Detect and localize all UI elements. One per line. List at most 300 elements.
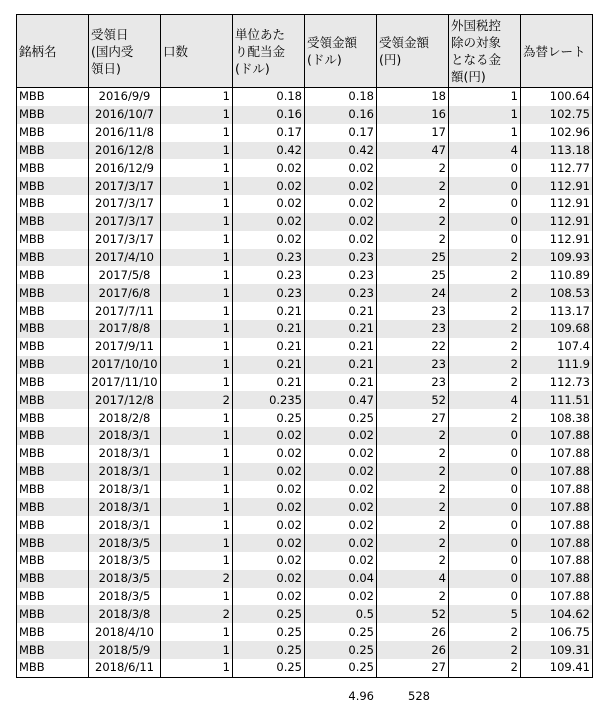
cell-dividend-per-unit: 0.02: [233, 498, 305, 516]
cell-dividend-per-unit: 0.21: [233, 374, 305, 392]
cell-units: 1: [161, 284, 233, 302]
cell-foreign-tax-credit: 4: [449, 142, 521, 160]
table-row: [17, 605, 593, 623]
cell-amount-usd: 0.21: [305, 374, 377, 392]
cell-foreign-tax-credit: 0: [449, 481, 521, 499]
cell-dividend-per-unit: 0.02: [233, 213, 305, 231]
cell-received-date: 2017/11/10: [89, 374, 161, 392]
cell-amount-jpy: 2: [377, 552, 449, 570]
cell-stock-name: MBB: [17, 552, 89, 570]
cell-dividend-per-unit: 0.02: [233, 177, 305, 195]
cell-amount-usd: 0.25: [305, 409, 377, 427]
cell-foreign-tax-credit: 2: [449, 284, 521, 302]
cell-exchange-rate: 102.96: [521, 124, 593, 142]
cell-amount-usd: 0.42: [305, 142, 377, 160]
cell-dividend-per-unit: 0.02: [233, 427, 305, 445]
table-row: [17, 106, 593, 124]
table-row: [17, 623, 593, 641]
cell-units: 1: [161, 463, 233, 481]
cell-foreign-tax-credit: 2: [449, 249, 521, 267]
cell-units: 1: [161, 159, 233, 177]
cell-stock-name: MBB: [17, 284, 89, 302]
cell-exchange-rate: 109.68: [521, 320, 593, 338]
cell-stock-name: MBB: [17, 195, 89, 213]
table-row: [17, 320, 593, 338]
cell-received-date: 2017/3/17: [89, 231, 161, 249]
cell-foreign-tax-credit: 2: [449, 659, 521, 677]
cell-amount-jpy: 23: [377, 374, 449, 392]
cell-received-date: 2018/3/5: [89, 570, 161, 588]
cell-stock-name: MBB: [17, 391, 89, 409]
cell-received-date: 2017/6/8: [89, 284, 161, 302]
cell-received-date: 2016/12/9: [89, 159, 161, 177]
cell-exchange-rate: 112.91: [521, 231, 593, 249]
total-amount-usd: 4.96: [348, 689, 374, 703]
cell-dividend-per-unit: 0.18: [233, 88, 305, 106]
table-row: [17, 570, 593, 588]
cell-amount-jpy: 27: [377, 659, 449, 677]
cell-dividend-per-unit: 0.21: [233, 356, 305, 374]
cell-amount-jpy: 2: [377, 195, 449, 213]
header-amount-jpy: 受領金額 (円): [377, 15, 449, 88]
cell-dividend-per-unit: 0.23: [233, 249, 305, 267]
cell-exchange-rate: 111.51: [521, 391, 593, 409]
cell-dividend-per-unit: 0.25: [233, 605, 305, 623]
cell-units: 1: [161, 588, 233, 606]
cell-units: 1: [161, 409, 233, 427]
table-row: [17, 213, 593, 231]
table-row: [17, 249, 593, 267]
cell-amount-usd: 0.23: [305, 284, 377, 302]
cell-stock-name: MBB: [17, 588, 89, 606]
cell-stock-name: MBB: [17, 605, 89, 623]
cell-stock-name: MBB: [17, 659, 89, 677]
table-row: [17, 552, 593, 570]
table-row: [17, 463, 593, 481]
cell-units: 2: [161, 570, 233, 588]
table-row: [17, 534, 593, 552]
cell-stock-name: MBB: [17, 88, 89, 106]
cell-received-date: 2017/12/8: [89, 391, 161, 409]
cell-stock-name: MBB: [17, 374, 89, 392]
cell-stock-name: MBB: [17, 124, 89, 142]
cell-dividend-per-unit: 0.25: [233, 641, 305, 659]
cell-amount-usd: 0.18: [305, 88, 377, 106]
cell-units: 1: [161, 338, 233, 356]
cell-units: 1: [161, 320, 233, 338]
table-row: [17, 284, 593, 302]
cell-stock-name: MBB: [17, 213, 89, 231]
cell-stock-name: MBB: [17, 320, 89, 338]
cell-amount-jpy: 2: [377, 534, 449, 552]
cell-exchange-rate: 111.9: [521, 356, 593, 374]
total-amount-jpy: 528: [408, 689, 430, 703]
cell-foreign-tax-credit: 0: [449, 231, 521, 249]
cell-stock-name: MBB: [17, 159, 89, 177]
cell-amount-jpy: 22: [377, 338, 449, 356]
header-exchange-rate: 為替レート: [521, 15, 593, 88]
cell-exchange-rate: 108.38: [521, 409, 593, 427]
cell-dividend-per-unit: 0.02: [233, 534, 305, 552]
cell-dividend-per-unit: 0.16: [233, 106, 305, 124]
cell-exchange-rate: 109.93: [521, 249, 593, 267]
cell-foreign-tax-credit: 2: [449, 374, 521, 392]
cell-received-date: 2017/4/10: [89, 249, 161, 267]
cell-amount-usd: 0.21: [305, 356, 377, 374]
cell-dividend-per-unit: 0.42: [233, 142, 305, 160]
header-dividend-per-unit: 単位あた り配当金 (ドル): [233, 15, 305, 88]
cell-received-date: 2017/3/17: [89, 195, 161, 213]
cell-amount-usd: 0.02: [305, 534, 377, 552]
table-row: [17, 516, 593, 534]
table-row: [17, 338, 593, 356]
cell-received-date: 2018/3/5: [89, 534, 161, 552]
table-row: [17, 641, 593, 659]
cell-amount-usd: 0.02: [305, 552, 377, 570]
cell-amount-usd: 0.02: [305, 177, 377, 195]
table-row: [17, 356, 593, 374]
cell-received-date: 2018/3/1: [89, 516, 161, 534]
cell-units: 1: [161, 498, 233, 516]
cell-exchange-rate: 107.88: [521, 570, 593, 588]
cell-dividend-per-unit: 0.02: [233, 481, 305, 499]
table-row: [17, 445, 593, 463]
cell-received-date: 2017/8/8: [89, 320, 161, 338]
header-row: [17, 15, 593, 88]
cell-foreign-tax-credit: 4: [449, 391, 521, 409]
table-row: [17, 481, 593, 499]
cell-amount-jpy: 23: [377, 302, 449, 320]
cell-amount-usd: 0.04: [305, 570, 377, 588]
cell-foreign-tax-credit: 2: [449, 302, 521, 320]
cell-exchange-rate: 106.75: [521, 623, 593, 641]
header-amount-usd: 受領金額 (ドル): [305, 15, 377, 88]
cell-units: 1: [161, 356, 233, 374]
cell-units: 1: [161, 641, 233, 659]
cell-amount-jpy: 16: [377, 106, 449, 124]
cell-amount-jpy: 4: [377, 570, 449, 588]
cell-amount-jpy: 26: [377, 641, 449, 659]
cell-foreign-tax-credit: 1: [449, 88, 521, 106]
cell-stock-name: MBB: [17, 427, 89, 445]
cell-units: 2: [161, 391, 233, 409]
cell-amount-usd: 0.17: [305, 124, 377, 142]
cell-amount-jpy: 23: [377, 356, 449, 374]
cell-received-date: 2017/9/11: [89, 338, 161, 356]
cell-exchange-rate: 102.75: [521, 106, 593, 124]
cell-amount-jpy: 2: [377, 588, 449, 606]
cell-dividend-per-unit: 0.02: [233, 231, 305, 249]
cell-exchange-rate: 104.62: [521, 605, 593, 623]
cell-exchange-rate: 112.73: [521, 374, 593, 392]
cell-exchange-rate: 109.41: [521, 659, 593, 677]
cell-dividend-per-unit: 0.21: [233, 320, 305, 338]
cell-dividend-per-unit: 0.02: [233, 445, 305, 463]
cell-amount-usd: 0.02: [305, 195, 377, 213]
cell-amount-jpy: 2: [377, 231, 449, 249]
cell-amount-jpy: 2: [377, 445, 449, 463]
cell-amount-usd: 0.23: [305, 249, 377, 267]
cell-received-date: 2018/3/5: [89, 588, 161, 606]
cell-exchange-rate: 107.88: [521, 516, 593, 534]
cell-amount-usd: 0.02: [305, 481, 377, 499]
cell-amount-usd: 0.47: [305, 391, 377, 409]
cell-units: 1: [161, 124, 233, 142]
cell-units: 1: [161, 374, 233, 392]
cell-foreign-tax-credit: 2: [449, 356, 521, 374]
cell-foreign-tax-credit: 5: [449, 605, 521, 623]
table-row: [17, 142, 593, 160]
cell-stock-name: MBB: [17, 338, 89, 356]
cell-amount-usd: 0.02: [305, 498, 377, 516]
cell-foreign-tax-credit: 1: [449, 124, 521, 142]
table-row: [17, 88, 593, 106]
cell-stock-name: MBB: [17, 142, 89, 160]
cell-units: 1: [161, 266, 233, 284]
cell-received-date: 2018/3/1: [89, 445, 161, 463]
cell-dividend-per-unit: 0.02: [233, 552, 305, 570]
cell-received-date: 2018/3/1: [89, 427, 161, 445]
cell-amount-usd: 0.02: [305, 445, 377, 463]
cell-amount-usd: 0.02: [305, 159, 377, 177]
cell-foreign-tax-credit: 0: [449, 570, 521, 588]
cell-foreign-tax-credit: 0: [449, 213, 521, 231]
cell-stock-name: MBB: [17, 623, 89, 641]
cell-amount-jpy: 52: [377, 605, 449, 623]
cell-amount-jpy: 2: [377, 481, 449, 499]
cell-dividend-per-unit: 0.02: [233, 463, 305, 481]
cell-amount-jpy: 47: [377, 142, 449, 160]
cell-amount-usd: 0.21: [305, 338, 377, 356]
table-row: [17, 391, 593, 409]
cell-stock-name: MBB: [17, 231, 89, 249]
cell-exchange-rate: 112.91: [521, 177, 593, 195]
table-row: [17, 588, 593, 606]
cell-received-date: 2017/5/8: [89, 266, 161, 284]
cell-amount-usd: 0.25: [305, 623, 377, 641]
cell-stock-name: MBB: [17, 463, 89, 481]
cell-stock-name: MBB: [17, 249, 89, 267]
cell-amount-usd: 0.21: [305, 320, 377, 338]
cell-received-date: 2018/4/10: [89, 623, 161, 641]
cell-dividend-per-unit: 0.21: [233, 302, 305, 320]
cell-exchange-rate: 107.88: [521, 534, 593, 552]
cell-exchange-rate: 112.91: [521, 195, 593, 213]
cell-received-date: 2016/9/9: [89, 88, 161, 106]
cell-exchange-rate: 107.4: [521, 338, 593, 356]
table-row: [17, 124, 593, 142]
cell-amount-jpy: 2: [377, 498, 449, 516]
cell-exchange-rate: 107.88: [521, 463, 593, 481]
cell-foreign-tax-credit: 0: [449, 195, 521, 213]
cell-stock-name: MBB: [17, 534, 89, 552]
cell-received-date: 2018/6/11: [89, 659, 161, 677]
cell-foreign-tax-credit: 2: [449, 266, 521, 284]
cell-foreign-tax-credit: 0: [449, 552, 521, 570]
cell-dividend-per-unit: 0.23: [233, 266, 305, 284]
table-row: [17, 177, 593, 195]
cell-units: 1: [161, 231, 233, 249]
table-row: [17, 427, 593, 445]
cell-units: 1: [161, 623, 233, 641]
cell-units: 1: [161, 516, 233, 534]
cell-amount-jpy: 17: [377, 124, 449, 142]
cell-foreign-tax-credit: 1: [449, 106, 521, 124]
cell-dividend-per-unit: 0.17: [233, 124, 305, 142]
cell-dividend-per-unit: 0.02: [233, 588, 305, 606]
table-row: [17, 374, 593, 392]
cell-stock-name: MBB: [17, 302, 89, 320]
cell-stock-name: MBB: [17, 481, 89, 499]
cell-foreign-tax-credit: 0: [449, 498, 521, 516]
cell-amount-jpy: 25: [377, 266, 449, 284]
cell-dividend-per-unit: 0.25: [233, 409, 305, 427]
cell-units: 1: [161, 177, 233, 195]
cell-received-date: 2016/10/7: [89, 106, 161, 124]
cell-exchange-rate: 100.64: [521, 88, 593, 106]
table-row: [17, 302, 593, 320]
cell-received-date: 2017/3/17: [89, 177, 161, 195]
cell-amount-usd: 0.02: [305, 427, 377, 445]
cell-foreign-tax-credit: 0: [449, 588, 521, 606]
table-row: [17, 409, 593, 427]
cell-amount-jpy: 23: [377, 320, 449, 338]
cell-exchange-rate: 107.88: [521, 498, 593, 516]
cell-foreign-tax-credit: 2: [449, 338, 521, 356]
cell-foreign-tax-credit: 2: [449, 320, 521, 338]
cell-stock-name: MBB: [17, 641, 89, 659]
cell-received-date: 2018/3/8: [89, 605, 161, 623]
cell-dividend-per-unit: 0.25: [233, 623, 305, 641]
cell-foreign-tax-credit: 0: [449, 159, 521, 177]
header-units: 口数: [161, 15, 233, 88]
cell-foreign-tax-credit: 2: [449, 409, 521, 427]
cell-exchange-rate: 112.91: [521, 213, 593, 231]
cell-stock-name: MBB: [17, 266, 89, 284]
cell-foreign-tax-credit: 0: [449, 445, 521, 463]
cell-units: 1: [161, 427, 233, 445]
cell-units: 1: [161, 249, 233, 267]
cell-amount-jpy: 2: [377, 427, 449, 445]
cell-received-date: 2017/3/17: [89, 213, 161, 231]
cell-stock-name: MBB: [17, 356, 89, 374]
cell-amount-usd: 0.02: [305, 588, 377, 606]
header-foreign-tax-credit: 外国税控 除の対象 となる金 額(円): [449, 15, 521, 88]
cell-received-date: 2017/10/10: [89, 356, 161, 374]
cell-units: 1: [161, 481, 233, 499]
cell-amount-jpy: 2: [377, 159, 449, 177]
cell-units: 1: [161, 106, 233, 124]
cell-stock-name: MBB: [17, 570, 89, 588]
cell-received-date: 2018/3/1: [89, 498, 161, 516]
cell-amount-usd: 0.16: [305, 106, 377, 124]
cell-foreign-tax-credit: 0: [449, 177, 521, 195]
cell-dividend-per-unit: 0.23: [233, 284, 305, 302]
cell-units: 2: [161, 605, 233, 623]
cell-received-date: 2018/3/1: [89, 481, 161, 499]
cell-stock-name: MBB: [17, 106, 89, 124]
cell-received-date: 2017/7/11: [89, 302, 161, 320]
table-row: [17, 159, 593, 177]
cell-stock-name: MBB: [17, 516, 89, 534]
cell-exchange-rate: 109.31: [521, 641, 593, 659]
cell-amount-jpy: 25: [377, 249, 449, 267]
cell-received-date: 2016/12/8: [89, 142, 161, 160]
cell-exchange-rate: 108.53: [521, 284, 593, 302]
cell-units: 1: [161, 534, 233, 552]
cell-amount-usd: 0.02: [305, 231, 377, 249]
cell-amount-usd: 0.23: [305, 266, 377, 284]
cell-units: 1: [161, 302, 233, 320]
cell-received-date: 2018/3/5: [89, 552, 161, 570]
dividend-table: [16, 14, 593, 678]
header-stock-name: 銘柄名: [17, 15, 89, 88]
cell-amount-jpy: 2: [377, 516, 449, 534]
cell-amount-jpy: 2: [377, 177, 449, 195]
cell-units: 1: [161, 195, 233, 213]
cell-dividend-per-unit: 0.21: [233, 338, 305, 356]
cell-exchange-rate: 107.88: [521, 427, 593, 445]
cell-amount-usd: 0.02: [305, 463, 377, 481]
cell-foreign-tax-credit: 0: [449, 534, 521, 552]
cell-foreign-tax-credit: 0: [449, 463, 521, 481]
cell-units: 1: [161, 445, 233, 463]
cell-stock-name: MBB: [17, 409, 89, 427]
cell-stock-name: MBB: [17, 498, 89, 516]
cell-received-date: 2016/11/8: [89, 124, 161, 142]
cell-units: 1: [161, 213, 233, 231]
cell-exchange-rate: 107.88: [521, 552, 593, 570]
cell-amount-usd: 0.5: [305, 605, 377, 623]
table-row: [17, 498, 593, 516]
cell-exchange-rate: 112.77: [521, 159, 593, 177]
cell-foreign-tax-credit: 2: [449, 641, 521, 659]
cell-amount-jpy: 24: [377, 284, 449, 302]
cell-amount-jpy: 2: [377, 213, 449, 231]
cell-dividend-per-unit: 0.02: [233, 516, 305, 534]
cell-amount-usd: 0.21: [305, 302, 377, 320]
cell-amount-usd: 0.02: [305, 516, 377, 534]
cell-received-date: 2018/3/1: [89, 463, 161, 481]
dividend-sheet: [16, 14, 593, 678]
cell-exchange-rate: 113.18: [521, 142, 593, 160]
cell-exchange-rate: 113.17: [521, 302, 593, 320]
table-row: [17, 195, 593, 213]
cell-amount-usd: 0.02: [305, 213, 377, 231]
cell-stock-name: MBB: [17, 177, 89, 195]
cell-amount-usd: 0.25: [305, 641, 377, 659]
cell-received-date: 2018/2/8: [89, 409, 161, 427]
header-received-date: 受領日 (国内受 領日): [89, 15, 161, 88]
cell-amount-jpy: 18: [377, 88, 449, 106]
cell-exchange-rate: 107.88: [521, 588, 593, 606]
cell-dividend-per-unit: 0.25: [233, 659, 305, 677]
cell-amount-jpy: 52: [377, 391, 449, 409]
table-row: [17, 266, 593, 284]
cell-foreign-tax-credit: 0: [449, 516, 521, 534]
cell-foreign-tax-credit: 2: [449, 623, 521, 641]
cell-amount-jpy: 27: [377, 409, 449, 427]
cell-dividend-per-unit: 0.02: [233, 195, 305, 213]
cell-units: 1: [161, 659, 233, 677]
cell-amount-usd: 0.25: [305, 659, 377, 677]
cell-received-date: 2018/5/9: [89, 641, 161, 659]
cell-dividend-per-unit: 0.235: [233, 391, 305, 409]
cell-exchange-rate: 110.89: [521, 266, 593, 284]
cell-amount-jpy: 2: [377, 463, 449, 481]
cell-units: 1: [161, 88, 233, 106]
cell-foreign-tax-credit: 0: [449, 427, 521, 445]
